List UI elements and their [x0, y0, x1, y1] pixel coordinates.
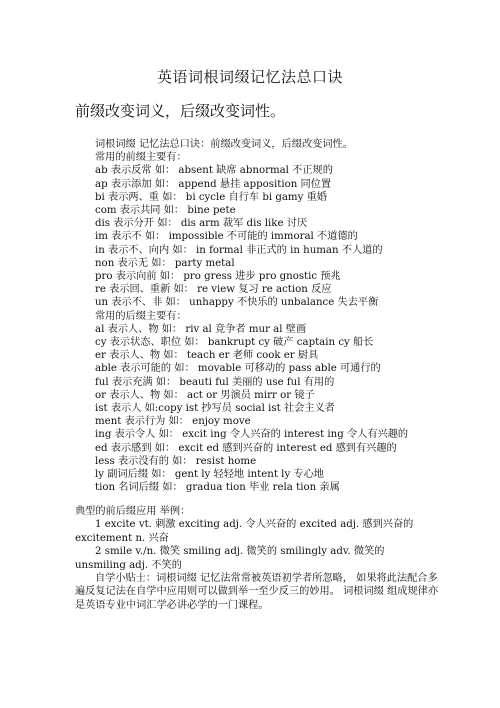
- rule-line: ed 表示感到 如： excit ed 感到兴奋的 interest ed 感到有兴趣的: [95, 442, 397, 454]
- rule-line: in 表示不、向内 如： in formal 非正式的 in human 不人道的: [95, 244, 383, 256]
- rule-line: re 表示回、重新 如： re view 复习 re action 反应: [95, 284, 332, 296]
- rule-line: 词根词缀 记忆法总口诀：前缀改变词义，后缀改变词性。: [95, 139, 353, 150]
- rule-line: ly 副词后缀 如： gent ly 轻轻地 intent ly 专心地: [95, 469, 324, 481]
- example-line: unsmiling adj. 不笑的: [75, 559, 182, 571]
- rule-line: com 表示共同 如： bine pete: [95, 205, 236, 217]
- document-title: 英语词根词缀记忆法总口诀: [156, 68, 343, 86]
- rule-line: able 表示可能的 如： movable 可移动的 pass able 可通行的: [95, 363, 381, 375]
- rule-line: or 表示人、物 如： act or 男演员 mirr or 镜子: [95, 389, 315, 401]
- rule-line: less 表示没有的 如： resist home: [95, 455, 257, 467]
- rule-line: ing 表示令人 如： excit ing 令人兴奋的 interest ing 令人有兴趣的: [95, 429, 409, 441]
- rule-line: non 表示无 如： party metal: [95, 257, 235, 269]
- rule-line: ap 表示添加 如： append 悬挂 apposition 同位置: [95, 178, 332, 190]
- study-tip-line: 是英语专业中词汇学必讲必学的一门课程。: [75, 599, 269, 611]
- rule-line: cy 表示状态、职位 如： bankrupt cy 破产 captain cy 船长: [95, 337, 374, 349]
- study-tip-line: 自学小贴士：词根词缀 记忆法常常被英语初学者所忽略， 如果将此法配合多: [95, 573, 438, 585]
- affix-rules-section: [95, 138, 485, 494]
- rule-line: 常用的前缀主要有：: [95, 152, 187, 164]
- rule-line: ab 表示反常 如： absent 缺席 abnormal 不正规的: [95, 165, 333, 177]
- example-line: 1 excite vt. 刺激 exciting adj. 令人兴奋的 excited adj. 感到兴奋的: [95, 519, 414, 531]
- rule-line: er 表示人、物 如： teach er 老师 cook er 厨具: [95, 350, 319, 362]
- rule-line: un 表示不、非 如： unhappy 不快乐的 unbalance 失去平衡: [95, 297, 379, 309]
- example-line: excitement n. 兴奋: [75, 532, 169, 544]
- rule-line: al 表示人、物 如： riv al 竞争者 mur al 壁画: [95, 323, 307, 335]
- rule-line: dis 表示分开 如： dis arm 裁军 dis like 讨厌: [95, 218, 308, 230]
- rule-line: pro 表示向前 如： pro gress 进步 pro gnostic 预兆: [95, 271, 341, 283]
- rule-line: ist 表示人 如:copy ist 抄写员 social ist 社会主义者: [95, 403, 335, 415]
- examples-heading: 典型的前后缀应用 举例：: [75, 506, 191, 517]
- rule-line: bi 表示两、重 如： bi cycle 自行车 bi gamy 重婚: [95, 191, 327, 203]
- example-line: 2 smile v./n. 微笑 smiling adj. 微笑的 smilingly adv. 微笑的: [95, 546, 385, 558]
- rule-line: 常用的后缀主要有：: [95, 310, 187, 322]
- rule-line: ment 表示行为 如： enjoy move: [95, 416, 251, 428]
- rule-line: tion 名词后缀 如： gradua tion 毕业 rela tion 亲属: [95, 482, 340, 494]
- document-subtitle: 前缀改变词义，后缀改变词性。: [75, 102, 286, 120]
- rule-line: ful 表示充满 如： beauti ful 美丽的 use ful 有用的: [95, 376, 335, 388]
- study-tip-line: 遍反复记法在自学中应用则可以做到举一至少反三的妙用。 词根词缀 组成规律亦: [75, 586, 439, 598]
- rule-line: im 表示不 如： impossible 不可能的 immoral 不道德的: [95, 231, 358, 243]
- examples-section: [75, 505, 487, 612]
